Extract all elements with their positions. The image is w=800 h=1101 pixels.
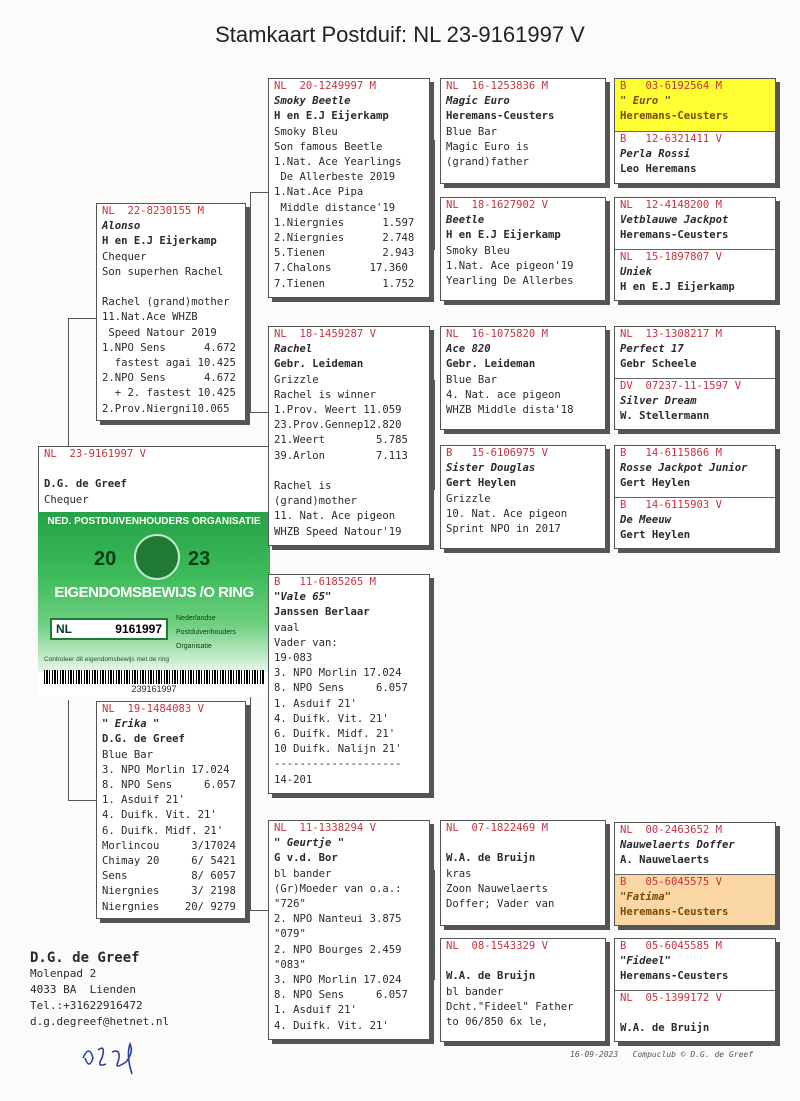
pigeon-name: "Fatima": [620, 891, 672, 903]
certificate-title: EIGENDOMSBEWIJS /O RING: [54, 584, 254, 601]
connector: [434, 140, 435, 250]
ring-number: NL 18-1627902 V: [446, 199, 549, 211]
pigeon-name: " Euro ": [620, 95, 672, 107]
g4-card-4[interactable]: [614, 445, 776, 549]
info-line: 2.NPO Sens 4.672: [102, 372, 236, 385]
owner: Heremans-Ceusters: [620, 906, 729, 918]
info-line: 1.Prov. Weert 11.059: [274, 404, 402, 417]
pigeon-name: Perla Rossi: [620, 148, 691, 160]
g4-sire[interactable]: [615, 939, 775, 990]
g4-card-6[interactable]: [614, 938, 776, 1042]
owner: H en E.J Eijerkamp: [620, 281, 735, 293]
owner: D.G. de Greef: [44, 478, 127, 491]
connector: [608, 965, 609, 1015]
info-line: fastest agai 10.425: [102, 357, 236, 370]
fmm-card[interactable]: [440, 445, 606, 549]
info-line: 19-083: [274, 652, 313, 665]
info-line: Sprint NPO in 2017: [446, 523, 561, 536]
info-line: Morlincou 3/17024: [102, 839, 236, 852]
pigeon-name: Nauwelaerts Doffer: [620, 839, 735, 851]
info-line: Zoon Nauwelaerts: [446, 882, 549, 895]
info-line: 1. Asduif 21': [102, 794, 185, 807]
connector: [434, 380, 435, 490]
ring-number: NL 18-1459287 V: [274, 328, 377, 340]
pigeon-name: Sister Douglas: [446, 462, 536, 475]
info-line: 23.Prov.Gennep12.820: [274, 419, 402, 432]
info-line: 2.Prov.Niergni10.065: [102, 402, 230, 415]
npo-line: Organisatie: [176, 643, 212, 650]
ring-number: NL 16-1253836 M: [446, 80, 549, 92]
owner: W.A. de Bruijn: [620, 1022, 710, 1034]
pigeon-name: "Vale 65": [274, 591, 332, 604]
owner: Gebr. Leideman: [274, 358, 364, 371]
info-line: Rachel is winner: [274, 388, 377, 401]
ring-number: NL 13-1308217 M: [620, 328, 723, 340]
info-line: 3. NPO Morlin 17.024: [102, 763, 230, 776]
info-line: Middle distance'19: [274, 201, 396, 214]
ring-number: B 03-6192564 M: [620, 80, 723, 92]
owner: Gebr Scheele: [620, 358, 697, 370]
npo-line: Postduivenhouders: [176, 629, 236, 636]
ring-number: NL 19-1484083 V: [102, 703, 205, 715]
email[interactable]: d.g.degreef@hetnet.nl: [30, 1015, 170, 1028]
info-line: 7.Tienen 1.752: [274, 277, 415, 290]
info-line: Speed Natour 2019: [102, 326, 217, 339]
city: 4033 BA Lienden: [30, 983, 136, 996]
owner: W.A. de Bruijn: [446, 852, 536, 865]
footer-credit: 16-09-2023 Compuclub © D.G. de Greef: [570, 1050, 754, 1059]
info-line: 2. NPO Nanteui 3.875: [274, 913, 402, 926]
ring-certificate: [38, 512, 270, 697]
info-line: Rachel (grand)mother: [102, 296, 230, 309]
connector: [608, 225, 609, 275]
pigeon-name: " Erika ": [102, 718, 160, 731]
barcode-icon: [44, 670, 264, 684]
connector: [68, 318, 96, 319]
g4-card-1[interactable]: [614, 78, 776, 184]
info-line: Blue Bar: [102, 748, 154, 761]
pigeon-name: [446, 836, 600, 851]
pigeon-name: Alonso: [102, 220, 141, 233]
npo-legend: [176, 612, 236, 654]
info-line: Sens 8/ 6057: [102, 870, 236, 883]
connector: [250, 192, 251, 412]
mother-card[interactable]: [96, 701, 246, 919]
owner: Janssen Berlaar: [274, 606, 370, 619]
info-line: 3. NPO Morlin 17.024: [274, 974, 402, 987]
info-line: Grizzle: [446, 492, 491, 505]
connector: [250, 690, 251, 910]
npo-line: Nederlandse: [176, 615, 216, 622]
info-line: 7.Chalons 17.360: [274, 262, 408, 275]
info-line: --------------------: [274, 758, 402, 771]
info-line: 1.NPO Sens 4.672: [102, 341, 236, 354]
info-line: [274, 464, 424, 479]
owner: Gert Heylen: [620, 529, 691, 541]
info-line: 10 Duifk. Nalijn 21': [274, 743, 402, 756]
info-line: WHZB Speed Natour'19: [274, 525, 402, 538]
ring-number: NL 15-1897807 V: [620, 251, 723, 263]
g4-sire[interactable]: [615, 79, 775, 131]
mmm-card[interactable]: [440, 938, 606, 1042]
info-line: 1.Nat. Ace Yearlings: [274, 156, 402, 169]
g4-card-3[interactable]: [614, 326, 776, 430]
ring-number: NL 12-4148200 M: [620, 199, 723, 211]
breeder-name: D.G. de Greef: [30, 950, 140, 966]
info-line: Dcht."Fideel" Father: [446, 1000, 574, 1013]
connector: [250, 412, 268, 413]
info-line: (grand)mother: [274, 495, 357, 508]
owner: Gert Heylen: [446, 477, 517, 490]
info-line: 4. Duifk. Vit. 21': [102, 809, 217, 822]
info-line: "083": [274, 958, 306, 971]
g4-card-2[interactable]: [614, 197, 776, 301]
org-name: NED. POSTDUIVENHOUDERS ORGANISATIE: [47, 516, 261, 527]
info-line: 1.Nat. Ace pigeon'19: [446, 259, 574, 272]
owner: H en E.J Eijerkamp: [446, 229, 561, 242]
country: NL: [56, 622, 72, 636]
barcode-number: 239161997: [131, 684, 177, 694]
g4-sire[interactable]: [615, 327, 775, 378]
ring-number: B 11-6185265 M: [274, 576, 377, 588]
g4-sire[interactable]: [615, 446, 775, 497]
ffm-card[interactable]: [440, 197, 606, 301]
info-line: kras: [446, 867, 472, 880]
info-line: 10. Nat. Ace pigeon: [446, 507, 568, 520]
owner: Heremans-Ceusters: [446, 110, 555, 123]
pigeon-name: [620, 1006, 770, 1021]
info-line: Smoky Bleu: [274, 125, 338, 138]
pigeon-name: Silver Dream: [620, 395, 697, 407]
ring-number: NL 08-1543329 V: [446, 940, 549, 952]
g4-sire[interactable]: [615, 198, 775, 249]
year-left: 20: [94, 548, 117, 570]
info-line: Doffer; Vader van: [446, 898, 555, 911]
owner: H en E.J Eijerkamp: [274, 110, 389, 123]
info-line: 5.Tienen 2.943: [274, 247, 415, 260]
info-line: Rachel is: [274, 480, 332, 493]
fmf-card[interactable]: [440, 326, 606, 430]
info-line: vaal: [274, 621, 300, 634]
info-line: 8. NPO Sens 6.057: [274, 682, 408, 695]
info-line: 1. Asduif 21': [274, 1004, 357, 1017]
connector: [608, 110, 609, 150]
fff-card[interactable]: [440, 78, 606, 184]
connector: [608, 845, 609, 895]
connector: [250, 192, 268, 193]
connector: [68, 318, 69, 448]
connector: [250, 910, 268, 911]
mm-card[interactable]: [268, 820, 430, 1040]
info-line: 6. Duifk. Midf. 21': [102, 824, 224, 837]
info-line: 8. NPO Sens 6.057: [274, 989, 408, 1002]
owner: H en E.J Eijerkamp: [102, 235, 217, 248]
address-block: [30, 950, 169, 1030]
phone: Tel.:+31622916472: [30, 999, 143, 1012]
info-line: Chequer: [102, 250, 147, 263]
info-line: Niergnies 20/ 9279: [102, 900, 236, 913]
pigeon-name: Smoky Beetle: [274, 95, 351, 108]
info-line: (grand)father: [446, 156, 529, 169]
info-line: 11. Nat. Ace pigeon: [274, 510, 396, 523]
info-line: Niergnies 3/ 2198: [102, 885, 236, 898]
g4-sire[interactable]: [615, 823, 775, 874]
ring-number: NL 05-1399172 V: [620, 992, 723, 1004]
owner: W. Stellermann: [620, 410, 710, 422]
info-line: 4. Duifk. Vit. 21': [274, 712, 389, 725]
g4-dam[interactable]: [615, 378, 775, 429]
street: Molenpad 2: [30, 967, 97, 980]
pigeon-name: Rachel: [274, 343, 313, 356]
info-line: Magic Euro is: [446, 140, 529, 153]
info-line: 1.Niergnies 1.597: [274, 216, 415, 229]
info-line: 1. Asduif 21': [274, 697, 357, 710]
g4-dam[interactable]: [615, 990, 775, 1041]
info-line: Yearling De Allerbes: [446, 275, 574, 288]
info-line: + 2. fastest 10.425: [102, 387, 236, 400]
owner: Heremans-Ceusters: [620, 229, 729, 241]
info-line: 11.Nat.Ace WHZB: [102, 311, 198, 324]
pigeon-name: Uniek: [620, 266, 652, 278]
pigeon-name: [446, 954, 600, 969]
father-card[interactable]: [96, 203, 246, 421]
info-line: "079": [274, 928, 306, 941]
pigeon-name: Rosse Jackpot Junior: [620, 462, 748, 474]
ring-number: B 15-6106975 V: [446, 447, 549, 459]
owner: G v.d. Bor: [274, 852, 338, 865]
mf-card[interactable]: [268, 574, 430, 794]
owner: D.G. de Greef: [102, 733, 185, 746]
connector: [68, 800, 96, 801]
ring-number: B 12-6321411 V: [620, 133, 723, 145]
lion-emblem-icon: [134, 534, 180, 580]
owner: A. Nauwelaerts: [620, 854, 710, 866]
page-title: Stamkaart Postduif: NL 23-9161997 V: [215, 22, 585, 47]
info-line: Smoky Bleu: [446, 244, 510, 257]
owner: Gert Heylen: [620, 477, 691, 489]
owner: Leo Heremans: [620, 163, 697, 175]
owner: Heremans-Ceusters: [620, 970, 729, 982]
info-line: Son superhen Rachel: [102, 265, 224, 278]
color: Chequer: [44, 493, 89, 506]
ring-number: NL 11-1338294 V: [274, 822, 377, 834]
info-line: Blue Bar: [446, 373, 498, 386]
pigeon-name: Perfect 17: [620, 343, 684, 355]
info-line: Grizzle: [274, 373, 319, 386]
ring-number: NL 23-9161997 V: [44, 448, 147, 460]
info-line: 4. Duifk. Vit. 21': [274, 1019, 389, 1032]
g4-dam[interactable]: [615, 249, 775, 300]
info-line: Vader van:: [274, 636, 338, 649]
ring-number: NL 16-1075820 M: [446, 328, 549, 340]
info-line: 2. NPO Bourges 2.459: [274, 943, 402, 956]
connector: [434, 870, 435, 980]
control-text: Controleer dit eigendomsbewijs met de ring: [44, 656, 170, 663]
info-line: bl bander: [446, 985, 504, 998]
pigeon-name: "Fideel": [620, 955, 672, 967]
signature-icon: [78, 1030, 168, 1080]
g4-card-5[interactable]: [614, 822, 776, 926]
owner: Gebr. Leideman: [446, 358, 536, 371]
info-line: 6. Duifk. Midf. 21': [274, 728, 396, 741]
pigeon-name: Ace 820: [446, 343, 491, 356]
info-line: [102, 280, 240, 295]
ring-number: B 14-6115903 V: [620, 499, 723, 511]
ring-number: DV 07237-11-1597 V: [620, 380, 742, 392]
info-line: 3. NPO Morlin 17.024: [274, 667, 402, 680]
number: 9161997: [115, 622, 162, 636]
ring-number: NL 22-8230155 M: [102, 205, 205, 217]
info-line: De Allerbeste 2019: [274, 171, 396, 184]
owner: Heremans-Ceusters: [620, 110, 729, 122]
info-line: WHZB Middle dista'18: [446, 404, 574, 417]
info-line: bl bander: [274, 867, 332, 880]
pigeon-name: Vetblauwe Jackpot: [620, 214, 729, 226]
mmf-card[interactable]: [440, 820, 606, 926]
ff-card[interactable]: [268, 78, 430, 298]
info-line: 39.Arlon 7.113: [274, 449, 408, 462]
info-line: "726": [274, 898, 306, 911]
g4-dam[interactable]: [615, 497, 775, 548]
ring-number: B 14-6115866 M: [620, 447, 723, 459]
ring-number: NL 20-1249997 M: [274, 80, 377, 92]
info-line: 8. NPO Sens 6.057: [102, 779, 236, 792]
g4-dam[interactable]: [615, 131, 775, 183]
info-line: (Gr)Moeder van o.a.:: [274, 882, 402, 895]
connector: [68, 700, 69, 800]
ring-number: B 05-6045585 M: [620, 940, 723, 952]
fm-card[interactable]: [268, 326, 430, 546]
pigeon-name: De Meeuw: [620, 514, 672, 526]
info-line: 1.Nat.Ace Pipa: [274, 186, 364, 199]
ring-number-box: [50, 618, 168, 640]
ring-number: NL 00-2463652 M: [620, 824, 723, 836]
year-right: 23: [188, 548, 211, 570]
pigeon-name: " Geurtje ": [274, 837, 345, 850]
info-line: Blue Bar: [446, 125, 498, 138]
info-line: Son famous Beetle: [274, 140, 383, 153]
owner: W.A. de Bruijn: [446, 970, 536, 983]
ring-number: B 05-6045575 V: [620, 876, 723, 888]
connector: [608, 350, 609, 400]
g4-dam[interactable]: [615, 874, 775, 925]
info-line: 21.Weert 5.785: [274, 434, 408, 447]
info-line: 14-201: [274, 773, 313, 786]
ring-number: NL 07-1822469 M: [446, 822, 549, 834]
pigeon-name: Beetle: [446, 214, 485, 227]
info-line: to 06/850 6x le,: [446, 1016, 549, 1029]
connector: [608, 470, 609, 520]
info-line: 4. Nat. ace pigeon: [446, 388, 561, 401]
pigeon-name: Magic Euro: [446, 95, 510, 108]
info-line: 2.Niergnies 2.748: [274, 232, 415, 245]
info-line: Chimay 20 6/ 5421: [102, 855, 236, 868]
